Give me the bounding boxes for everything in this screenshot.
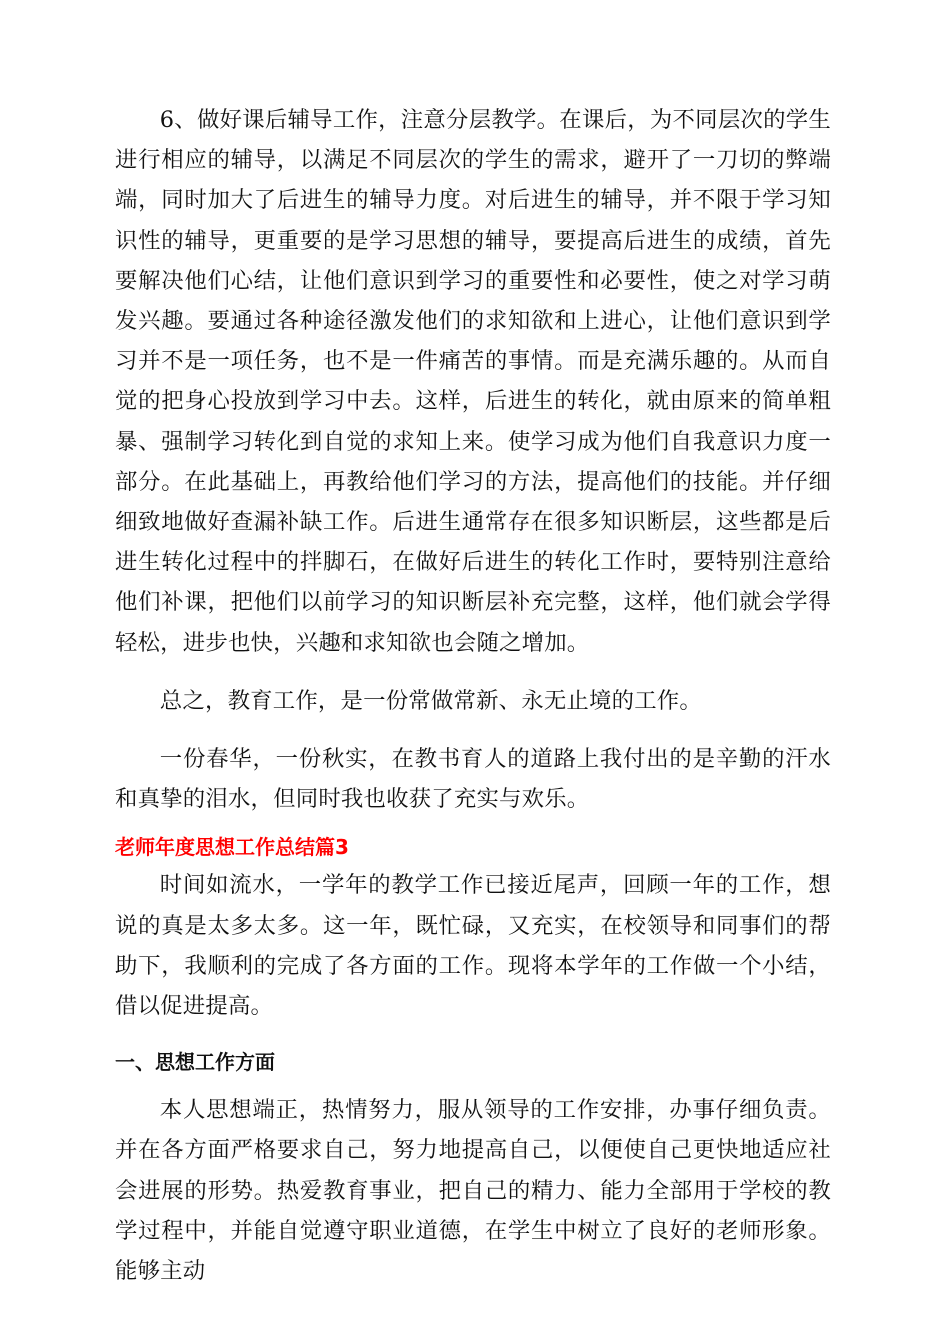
document-page [115, 100, 831, 1291]
summary-paragraph: 总之，教育工作，是一份常做常新、永无止境的工作。 [159, 687, 702, 714]
section-title: 老师年度思想工作总结篇3 [115, 835, 349, 860]
ideology-paragraph: 本人思想端正，热情努力，服从领导的工作安排，办事仔细负责。并在各方面严格要求自己，努力地提高自己，以便使自己更快地适应社会进展的形势。热爱教育事业，把自己的精力、能力全部用于学校的教学过程中，并能自觉遵守职业道德，在学生中树立了良好的老师形象。能够主动 [115, 1097, 831, 1285]
intro-paragraph: 时间如流水，一学年的教学工作已接近尾声，回顾一年的工作，想说的真是太多太多。这一年，既忙碌，又充实，在校领导和同事们的帮助下，我顺利的完成了各方面的工作。现将本学年的工作做一个小结，借以促进提高。 [115, 872, 831, 1020]
subheading-ideology: 一、思想工作方面 [115, 1050, 275, 1075]
paragraph-6: 6、做好课后辅导工作，注意分层教学。在课后，为不同层次的学生进行相应的辅导，以满足不同层次的学生的需求，避开了一刀切的弊端端，同时加大了后进生的辅导力度。对后进生的辅导，并不限于学习知识性的辅导，更重要的是学习思想的辅导，要提高后进生的成绩，首先要解决他们心结，让他们意识到学习的重要性和必要性，使之对学习萌发兴趣。要通过各种途径激发他们的求知欲和上进心，让他们意识到学习并不是一项任务，也不是一件痛苦的事情。而是充满乐趣的。从而自觉的把身心投放到学习中去。这样，后进生的转化，就由原来的简单粗暴、强制学习转化到自觉的求知上来。使学习成为他们自我意识力度一部分。在此基础上，再教给他们学习的方法，提高他们的技能。并仔细细致地做好查漏补缺工作。后进生通常存在很多知识断层，这些都是后进生转化过程中的拌脚石，在做好后进生的转化工作时，要特别注意给他们补课，把他们以前学习的知识断层补充完整，这样，他们就会学得轻松，进步也快，兴趣和求知欲也会随之增加。 [115, 107, 831, 656]
closing-paragraph: 一份春华，一份秋实，在教书育人的道路上我付出的是辛勤的汗水和真挚的泪水，但同时我也收获了充实与欢乐。 [115, 746, 831, 813]
